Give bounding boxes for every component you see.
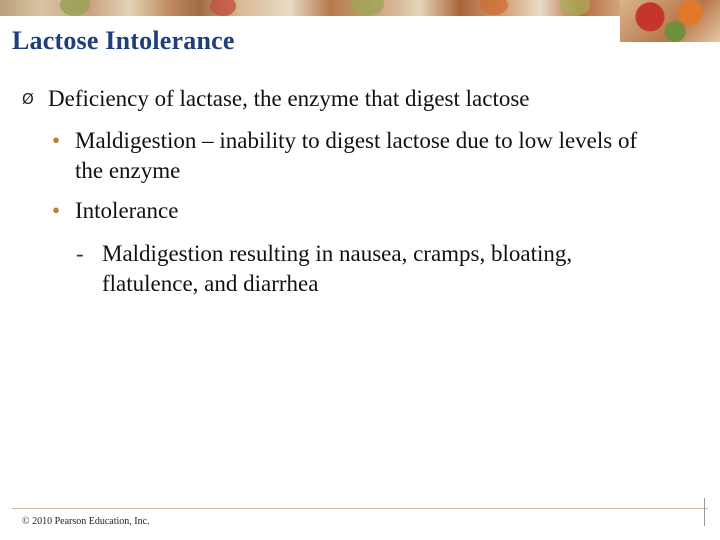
header-banner-image [0, 0, 720, 16]
arrow-bullet-icon: Ø [22, 90, 34, 108]
slide-title: Lactose Intolerance [12, 26, 235, 55]
corner-food-photo [620, 0, 720, 42]
bullet-intolerance-detail-text: Maldigestion resulting in nausea, cramps, bloating, flatulence, and diarrhea [102, 241, 573, 296]
copyright-footer: © 2010 Pearson Education, Inc. [22, 516, 150, 527]
bullet-maldigestion-text: Maldigestion – inability to digest lactose due to low levels of the enzyme [75, 128, 638, 183]
bullet-main-text: Deficiency of lactase, the enzyme that digest lactose [48, 86, 530, 111]
round-bullet-icon: • [52, 128, 61, 153]
footer-tick-mark [704, 498, 705, 526]
bullet-intolerance-text: Intolerance [75, 198, 179, 223]
footer-divider [12, 508, 708, 509]
dash-bullet-icon: - [76, 241, 84, 266]
round-bullet-icon: • [52, 198, 61, 223]
